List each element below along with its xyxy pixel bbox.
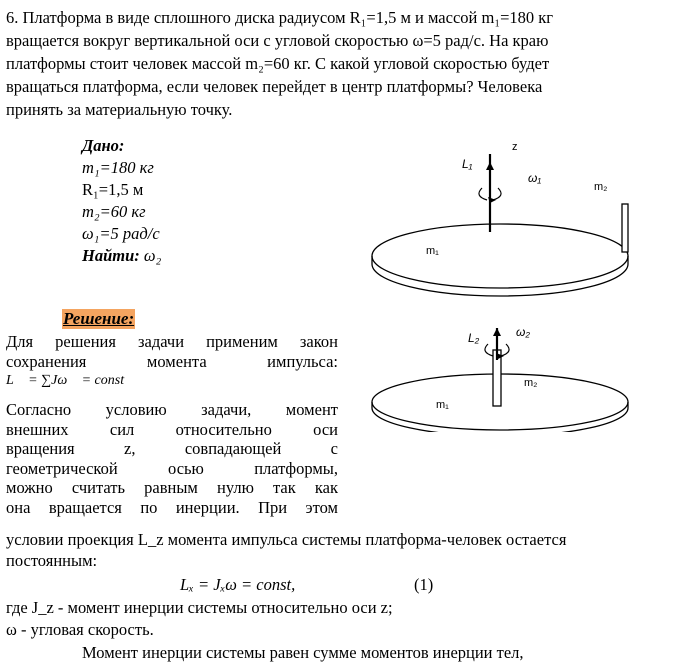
bottom-m2-label: m₂	[524, 377, 538, 389]
problem-line-2: вращается вокруг вертикальной оси с угловой скоростью ω=5 рад/с. На краю	[6, 31, 549, 50]
top-L-label: L₁	[462, 157, 473, 171]
solution-intro-line-2: сохранения момента импульса:	[6, 351, 338, 371]
given-m1: m₁=180 кг	[82, 158, 154, 177]
top-omega-label: ω₁	[528, 171, 542, 185]
solution-full-line-1: условии проекция L_z момента импульса системы платформа-человек остается	[6, 530, 567, 549]
solution-line-6: она вращается по инерции. При этом	[6, 497, 338, 517]
rotating-platform-figure	[340, 132, 670, 432]
bottom-L-label: L₂	[468, 331, 480, 345]
bottom-omega-label: ω₂	[516, 325, 530, 339]
find-value: ω₂	[139, 246, 162, 265]
z-axis-arrowhead	[486, 162, 494, 170]
problem-line-1: 6. Платформа в виде сплошного диска радиусом R₁=1,5 м и массой m₁=180 кг	[6, 8, 554, 27]
solution-line-4: геометрической осью платформы,	[6, 458, 338, 478]
solution-line-2: внешних сил относительно оси	[6, 419, 338, 439]
given-w1: ω₁=5 рад/с	[82, 224, 160, 243]
last-line: Момент инерции системы равен сумме моментов инерции тел,	[82, 643, 524, 662]
momentum-formula: L⃗ = ∑Jω⃗ = const	[6, 373, 125, 388]
solution-body	[6, 400, 338, 517]
bottom-m1-label: m₁	[436, 399, 449, 411]
top-m1-label: m₁	[426, 245, 439, 257]
solution-intro	[6, 332, 338, 391]
given-m2: m₂=60 кг	[82, 202, 146, 221]
where-line: где J_z - момент инерции системы относительно оси z;	[6, 598, 393, 617]
equation-1: Lₓ = Jₓω = const,	[180, 575, 296, 594]
problem-line-5: принять за материальную точку.	[6, 100, 233, 119]
given-block	[82, 135, 161, 267]
omega-line: ω - угловая скорость.	[6, 620, 154, 639]
solution-line-5: можно считать равным нулю так как	[6, 478, 338, 497]
problem-line-4: вращаться платформа, если человек перейдет в центр платформы? Человека	[6, 77, 543, 96]
find-label: Найти:	[82, 246, 140, 265]
solution-line-1: Согласно условию задачи, момент	[6, 400, 338, 419]
person-m2-edge	[622, 204, 628, 252]
top-m2-label: m₂	[594, 181, 608, 193]
equation-1-number: (1)	[414, 575, 434, 594]
bottom-disk	[372, 325, 628, 432]
solution-title: Решение:	[63, 309, 135, 328]
top-disk	[372, 141, 628, 296]
solution-intro-line-1: Для решения задачи применим закон	[6, 332, 338, 351]
given-r1: R₁=1,5 м	[82, 180, 144, 199]
problem-line-3: платформы стоит человек массой m₂=60 кг. С какой угловой скоростью будет	[6, 54, 550, 73]
top-axis-z: z	[512, 141, 518, 153]
solution-full-line-2: постоянным:	[6, 551, 98, 570]
solution-line-3: вращения z, совпадающей с	[6, 439, 338, 458]
given-title: Дано:	[82, 136, 125, 155]
